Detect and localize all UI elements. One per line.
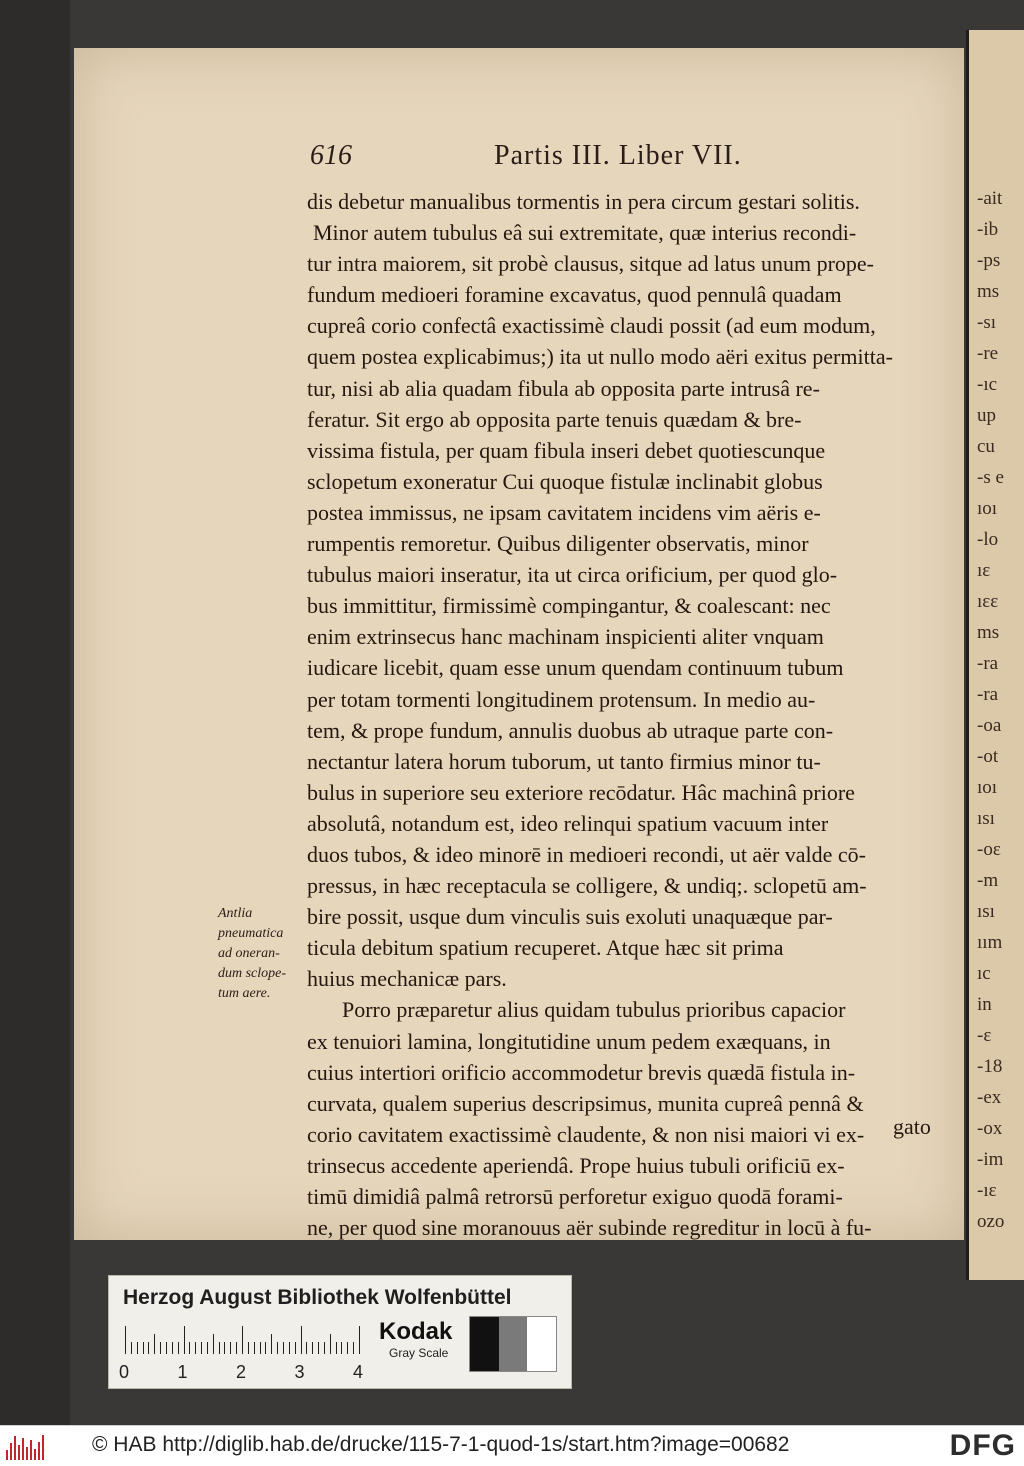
adjacent-page-fragment: -re [977, 343, 999, 364]
margin-note [218, 904, 310, 1004]
page-header [310, 140, 770, 180]
text-line: ne, per quod sine moranouus aër subinde regreditur in locū à fu- [307, 1215, 872, 1241]
text-line: bus immittitur, firmissimè compingantur, & coalescant: nec [307, 593, 831, 619]
text-line: vissima fistula, per quam fibula inseri debet quotiescunque [307, 437, 826, 463]
text-line: enim extrinsecus hanc machinam inspicienti aliter vnquam [307, 624, 824, 650]
gray-swatch [527, 1317, 556, 1371]
text-line: curvata, qualem superius descripsimus, munita cupreâ pennâ & [307, 1090, 864, 1116]
text-line: Minor autem tubulus eâ sui extremitate, quæ interius recondi- [313, 220, 857, 246]
library-color-card [108, 1275, 572, 1389]
adjacent-page-fragment: -ıc [977, 374, 998, 395]
adjacent-page-fragment: -ait [977, 188, 1003, 209]
margin-note-line: ad oneran- [218, 946, 280, 961]
text-line: bulus in superiore seu exteriore recōdatur. Hâc machinâ priore [307, 779, 855, 805]
body-text [307, 186, 952, 1243]
ruler-tick [125, 1326, 126, 1354]
text-line: tur intra maiorem, sit probè clausus, sitque ad latus unum prope- [307, 251, 874, 277]
adjacent-page-fragment: ıım [977, 932, 1003, 953]
ruler-tick [154, 1334, 155, 1354]
adjacent-page-fragment: ms [977, 281, 1000, 302]
text-line: feratur. Sit ergo ab opposita parte tenuis quædam & bre- [307, 406, 802, 432]
ruler-tick [260, 1342, 261, 1354]
ruler-tick [172, 1342, 173, 1354]
ruler-tick [201, 1342, 202, 1354]
ruler-label: 0 [119, 1362, 130, 1382]
gray-swatch [470, 1317, 499, 1371]
text-line: cuius intertiori orificio accommodetur brevis quædā fistula in- [307, 1059, 856, 1085]
ruler-tick [230, 1342, 231, 1354]
adjacent-page-fragment: up [977, 405, 996, 426]
adjacent-page-fragment: ms [977, 622, 1000, 643]
ruler-tick [341, 1342, 342, 1354]
adjacent-page-fragment: ısı [977, 808, 995, 829]
ruler-tick [189, 1342, 190, 1354]
ruler-tick [178, 1342, 179, 1354]
ruler-tick [353, 1342, 354, 1354]
text-line: absolutâ, notandum est, ideo relinqui spatium vacuum inter [307, 810, 829, 836]
adjacent-page-fragment: ısı [977, 901, 995, 922]
text-line: nectantur latera horum tuborum, ut tanto firmius minor tu- [307, 748, 821, 774]
text-line: sclopetum exoneratur Cui quoque fistulæ inclinabit globus [307, 468, 823, 494]
adjacent-page-fragment: cu [977, 436, 995, 457]
text-line: timū dimidiâ palmâ retrorsū perforetur exiguo quodā forami- [307, 1184, 843, 1209]
kodak-brand: Kodak [379, 1318, 453, 1345]
ruler-scale [125, 1324, 365, 1354]
ruler-tick [277, 1342, 278, 1354]
adjacent-page-fragment: -sı [977, 312, 996, 333]
text-line: tur, nisi ab alia quadam fibula ab opposita parte intrusâ re- [307, 375, 820, 401]
page-number: 616 [310, 140, 352, 171]
text-line: pressus, in hæc receptacula se colligere, & undiq;. sclopetū am- [307, 873, 867, 899]
text-line: cupreâ corio confectâ exactissimè claudi possit (ad eum modum, [307, 313, 876, 339]
ruler-tick [336, 1342, 337, 1354]
ruler-label: 3 [294, 1362, 305, 1382]
adjacent-page-fragment: ıεε [977, 591, 999, 612]
ruler-tick [312, 1342, 313, 1354]
gray-swatch [499, 1317, 528, 1371]
margin-note-line: Antlia [218, 906, 253, 921]
gray-scale-swatches [469, 1316, 557, 1372]
ruler-tick [330, 1334, 331, 1354]
catchword: gato [893, 1114, 931, 1139]
ruler-tick [359, 1326, 360, 1354]
text-line: quem postea explicabimus;) ita ut nullo modo aëri exitus permitta- [307, 344, 893, 370]
adjacent-page-fragment: -18 [977, 1056, 1003, 1077]
adjacent-page-fragment: -ib [977, 219, 999, 240]
ruler-tick [224, 1342, 225, 1354]
ruler-tick [184, 1326, 185, 1354]
ruler-tick [289, 1342, 290, 1354]
adjacent-page-fragment: ıoı [977, 777, 998, 798]
copyright-url[interactable]: © HAB http://diglib.hab.de/drucke/115-7-1-quod-1s/start.htm?image=00682 [92, 1433, 790, 1456]
library-name: Herzog August Bibliothek Wolfenbüttel [123, 1286, 512, 1309]
text-line: per totam tormenti longitudinem protensum. In medio au- [307, 686, 816, 712]
ruler-tick [347, 1342, 348, 1354]
text-line: rumpentis remoretur. Quibus diligenter observatis, minor [307, 531, 809, 557]
ruler-tick [213, 1334, 214, 1354]
ruler-tick [195, 1342, 196, 1354]
ruler-tick [283, 1342, 284, 1354]
kodak-label [379, 1318, 452, 1360]
adjacent-page-fragment: -s e [977, 467, 1004, 488]
ruler-tick [131, 1342, 132, 1354]
ruler-label: 2 [236, 1362, 247, 1382]
margin-note-line: dum sclope- [218, 966, 287, 981]
text-line: ex tenuiori lamina, longitutidine unum pedem exæquans, in [307, 1028, 831, 1054]
text-line: duos tubos, & ideo minorē in medioeri recondi, ut aër valde cō- [307, 841, 867, 867]
ruler-tick [148, 1342, 149, 1354]
text-line: postea immissus, ne ipsam cavitatem incidens vim aëris e- [307, 499, 821, 525]
adjacent-page-fragment: ıc [977, 963, 991, 984]
text-line: ticula debitum spatium recuperet. Atque hæc sit prima [307, 935, 784, 961]
ruler-tick [324, 1342, 325, 1354]
adjacent-page-fragment: -ps [977, 250, 1001, 271]
text-line: huius mechanicæ pars. [307, 966, 507, 992]
adjacent-page-fragment: -ot [977, 746, 999, 767]
text-line: iudicare licebit, quam esse unum quendam continuum tubum [307, 655, 844, 681]
text-line: tem, & prope fundum, annulis duobus ab utraque parte con- [307, 717, 834, 743]
adjacent-page-fragment: -ex [977, 1087, 1002, 1108]
adjacent-page-fragment: -ox [977, 1118, 1003, 1139]
adjacent-page-fragment: -ε [977, 1025, 992, 1046]
adjacent-page-fragment: -im [977, 1149, 1004, 1170]
ruler-tick [271, 1334, 272, 1354]
kodak-subtitle: Gray Scale [389, 1346, 449, 1360]
adjacent-page-fragment: -ra [977, 653, 999, 674]
adjacent-page-fragment: in [977, 994, 992, 1015]
adjacent-page-fragment: ıε [977, 560, 991, 581]
text-line: corio cavitatem exactissimè claudente, & non nisi maiori vi ex- [307, 1121, 865, 1147]
ruler-labels [119, 1362, 379, 1384]
adjacent-page-fragment: -oa [977, 715, 1002, 736]
text-line: Porro præparetur alius quidam tubulus prioribus capacior [342, 997, 846, 1023]
running-title: Partis III. Liber VII. [494, 140, 742, 171]
ruler-tick [295, 1342, 296, 1354]
hab-logo-icon [6, 1434, 50, 1460]
adjacent-page-fragment: -m [977, 870, 999, 891]
ruler-label: 4 [353, 1362, 364, 1382]
adjacent-page-fragment: -ra [977, 684, 999, 705]
ruler-tick [242, 1326, 243, 1354]
text-line: dis debetur manualibus tormentis in pera circum gestari solitis. [307, 189, 860, 214]
viewer-footer [0, 1425, 1024, 1466]
ruler-tick [219, 1342, 220, 1354]
ruler-label: 1 [177, 1362, 188, 1382]
margin-note-line: pneumatica [218, 926, 284, 941]
ruler-tick [166, 1342, 167, 1354]
adjacent-page-edge [966, 30, 1024, 1280]
ruler-tick [143, 1342, 144, 1354]
adjacent-page-fragment: -ıε [977, 1180, 997, 1201]
ruler-tick [160, 1342, 161, 1354]
text-line: trinsecus accedente aperiendâ. Prope huius tubuli orificiū ex- [307, 1152, 845, 1178]
adjacent-page-fragment: ozo [977, 1211, 1005, 1232]
scan-background [0, 0, 70, 1425]
ruler-tick [207, 1342, 208, 1354]
text-line: tubulus maiori inseratur, ita ut circa orificium, per quod glo- [307, 562, 838, 588]
ruler-tick [318, 1342, 319, 1354]
ruler-tick [265, 1342, 266, 1354]
ruler-tick [248, 1342, 249, 1354]
ruler-tick [137, 1342, 138, 1354]
ruler-tick [236, 1342, 237, 1354]
margin-note-line: tum aere. [218, 986, 271, 1001]
adjacent-page-fragment: -oε [977, 839, 1001, 860]
text-line: fundum medioeri foramine excavatus, quod pennulâ quadam [307, 282, 842, 308]
text-line: bire possit, usque dum vinculis suis exoluti unaquæque par- [307, 904, 833, 930]
ruler-tick [306, 1342, 307, 1354]
ruler-tick [254, 1342, 255, 1354]
dfg-logo: DFG [949, 1429, 1016, 1462]
adjacent-page-fragment: -lo [977, 529, 999, 550]
ruler-tick [301, 1326, 302, 1354]
adjacent-page-fragment: ıoı [977, 498, 998, 519]
